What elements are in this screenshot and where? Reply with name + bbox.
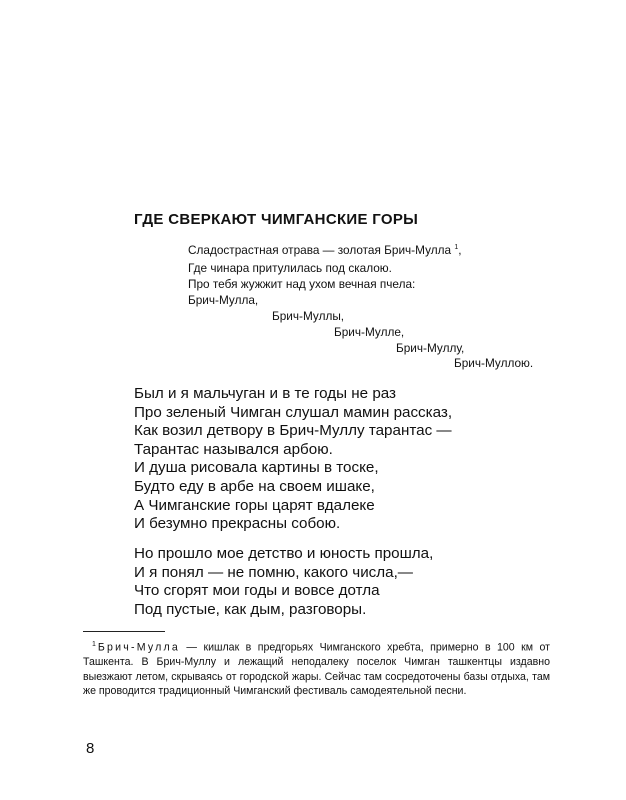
footnote-reference: 1 bbox=[454, 244, 459, 251]
verse-line: Будто еду в арбе на своем ишаке, bbox=[134, 477, 375, 495]
page-number: 8 bbox=[86, 740, 95, 757]
footnote bbox=[83, 638, 550, 699]
verse-line: А Чимганские горы царят вдалеке bbox=[134, 496, 375, 514]
epigraph-line bbox=[188, 244, 462, 257]
epigraph-line: Брич-Мулла, bbox=[188, 293, 259, 307]
verse-line: Под пустые, как дым, разговоры. bbox=[134, 600, 367, 618]
verse-line: Про зеленый Чимган слушал мамин рассказ, bbox=[134, 403, 453, 421]
verse-line: Как возил детвору в Брич-Муллу тарантас — bbox=[134, 422, 452, 440]
verse-line: Тарантас назывался арбою. bbox=[134, 440, 333, 458]
epigraph-line: Брич-Муллою. bbox=[454, 356, 534, 370]
epigraph-line: Брич-Муллы, bbox=[272, 309, 345, 323]
verse-line: Что сгорят мои годы и вовсе дотла bbox=[134, 582, 380, 600]
epigraph-line-text: Сладострастная отрава — золотая Брич-Мулла bbox=[188, 242, 452, 257]
epigraph-line: Брич-Муллу, bbox=[396, 341, 465, 355]
verse-line: И безумно прекрасны собою. bbox=[134, 515, 341, 533]
epigraph-line-punct: , bbox=[458, 242, 462, 257]
stanza-1 bbox=[134, 385, 452, 534]
epigraph-line: Где чинара притулилась под скалою. bbox=[188, 261, 392, 275]
stanza-2 bbox=[134, 545, 433, 619]
footnote-divider bbox=[83, 631, 165, 632]
verse-line: И душа рисовала картины в тоске, bbox=[134, 459, 379, 477]
footnote-text: — кишлак в предгорьях Чимганского хребта, примерно в 100 км от Ташкента. В Брич-Муллу и лежащий неподалеку поселок Чимган ташкентцы издавно выезжают летом, скрываясь от городской жары. Сейчас там сосредоточены базы отдыха, там же проводится традиционный Чимганский фестиваль самодеятельной песни. bbox=[83, 641, 550, 698]
verse-line: И я понял — не помню, какого числа,— bbox=[134, 563, 413, 581]
footnote-mark: 1 bbox=[92, 641, 96, 648]
footnote-term: Брич-Мулла bbox=[97, 641, 180, 654]
poem-title: ГДЕ СВЕРКАЮТ ЧИМГАНСКИЕ ГОРЫ bbox=[134, 211, 419, 228]
verse-line: Был и я мальчуган и в те годы не раз bbox=[134, 385, 397, 402]
verse-line: Но прошло мое детство и юность прошла, bbox=[134, 545, 434, 562]
epigraph-line: Брич-Мулле, bbox=[334, 325, 405, 339]
epigraph-line: Про тебя жужжит над ухом вечная пчела: bbox=[188, 277, 416, 291]
